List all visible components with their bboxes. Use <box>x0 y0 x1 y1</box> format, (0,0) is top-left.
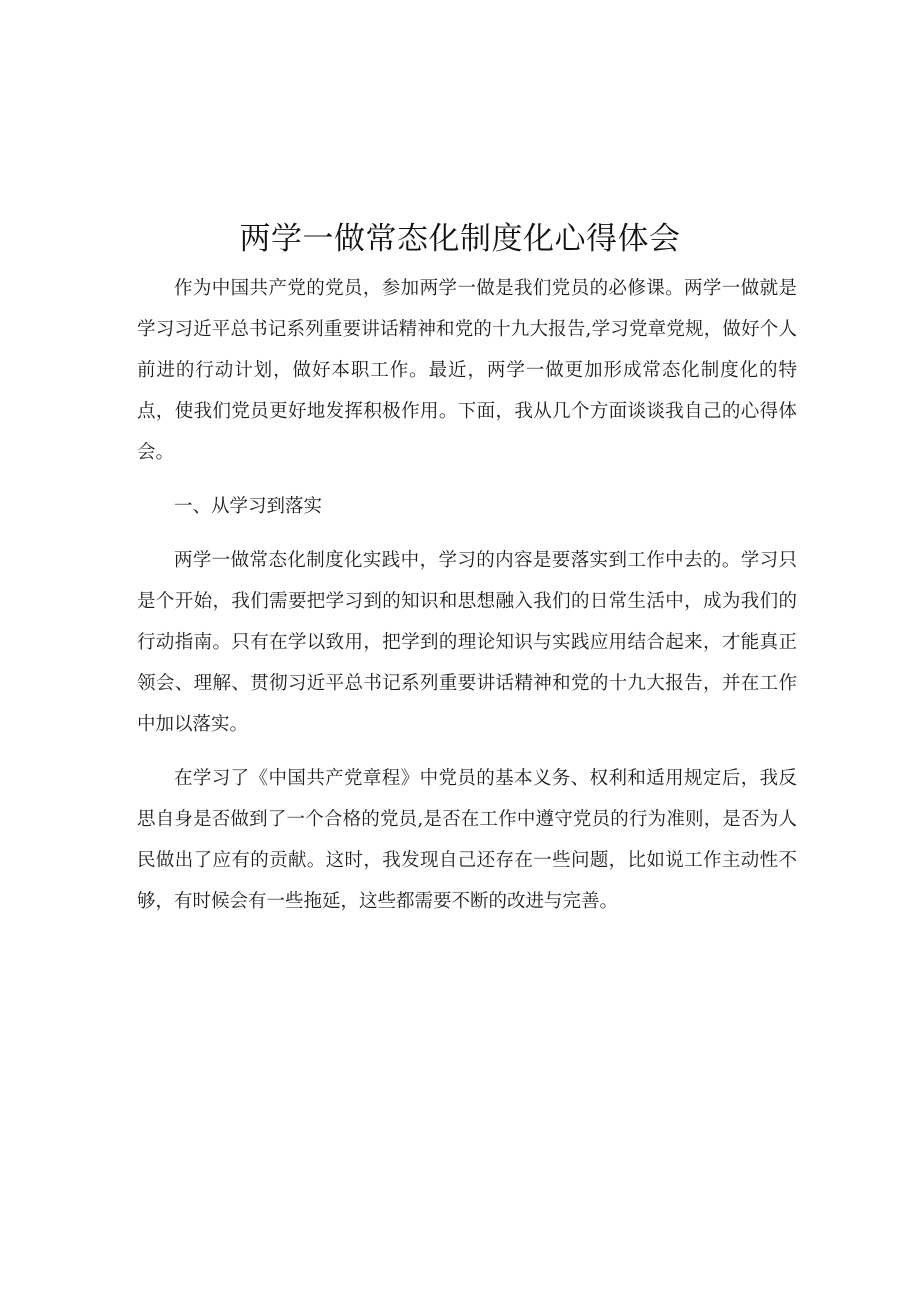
paragraph-intro: 作为中国共产党的党员，参加两学一做是我们党员的必修课。两学一做就是学习习近平总书记系列重要讲话精神和党的十九大报告,学习党章党规，做好个人前进的行动计划，做好本职工作。最近，两学一做更加形成常态化制度化的特点，使我们党员更好地发挥积极作用。下面，我从几个方面谈谈我自己的心得体会。 <box>137 278 797 463</box>
paragraph-learning-to-practice: 两学一做常态化制度化实践中，学习的内容是要落实到工作中去的。学习只是个开始，我们需要把学习到的知识和思想融入我们的日常生活中，成为我们的行动指南。只有在学以致用，把学到的理论知识与实践应用结合起来，才能真正领会、理解、贯彻习近平总书记系列重要讲话精神和党的十九大报告，并在工作中加以落实。 <box>137 550 797 735</box>
section-heading-1: 一、从学习到落实 <box>174 496 323 517</box>
paragraph-self-reflection: 在学习了《中国共产党章程》中党员的基本义务、权利和适用规定后，我反思自身是否做到了一个合格的党员,是否在工作中遵守党员的行为准则，是否为人民做出了应有的贡献。这时，我发现自己还存在一些问题，比如说工作主动性不够，有时候会有一些拖延，这些都需要不断的改进与完善。 <box>137 768 797 912</box>
document-body <box>137 268 797 935</box>
document-title: 两学一做常态化制度化心得体会 <box>239 221 681 257</box>
